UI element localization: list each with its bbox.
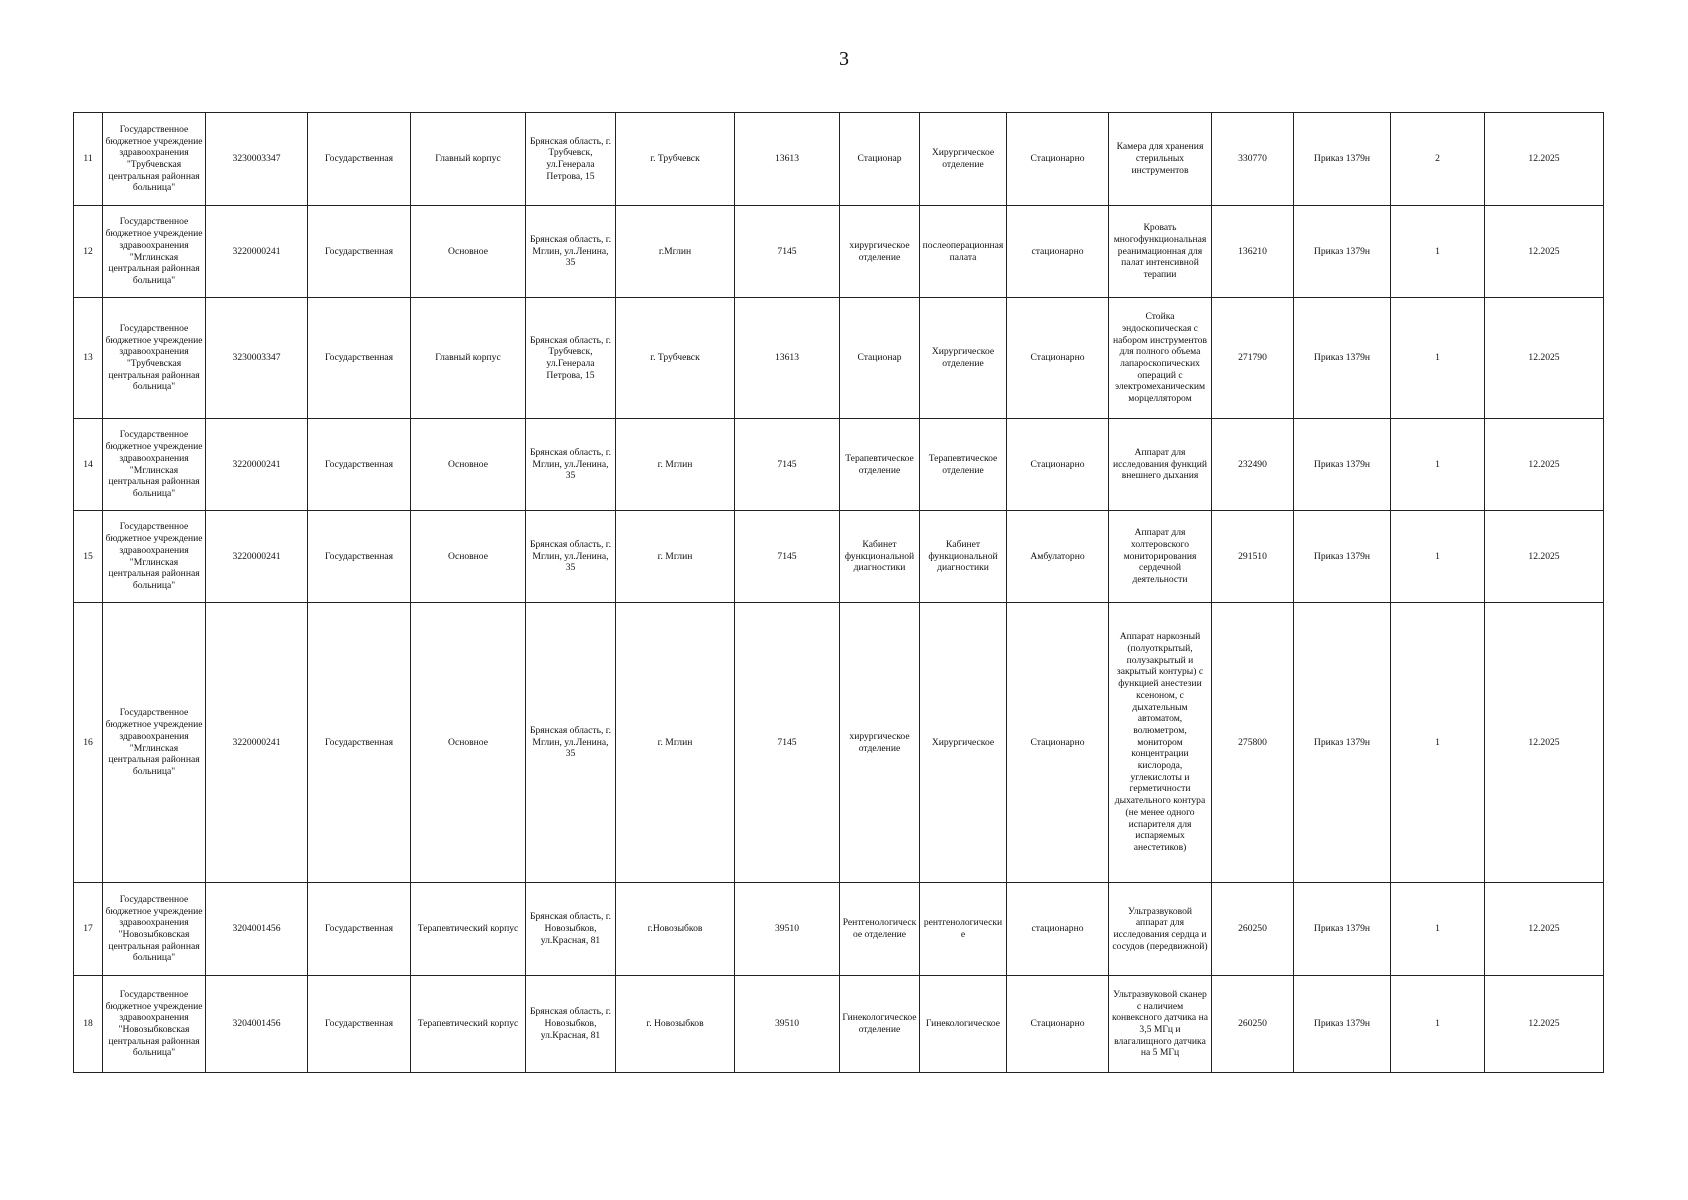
care-mode: Стационарно (1007, 298, 1109, 419)
equipment-code: 275800 (1212, 603, 1294, 883)
equipment-name: Стойка эндоскопическая с набором инструментов для полного объема лапароскопических операций с электромеханическим морцеллятором (1109, 298, 1212, 419)
delivery-date: 12.2025 (1485, 883, 1604, 976)
equipment-code: 271790 (1212, 298, 1294, 419)
building-name: Главный корпус (411, 298, 526, 419)
organization-name: Государственное бюджетное учреждение здравоохранения "Новозыбковская центральная районная больница" (103, 883, 206, 976)
building-name: Терапевтический корпус (411, 883, 526, 976)
organization-name: Государственное бюджетное учреждение здравоохранения "Мглинская центральная районная больница" (103, 511, 206, 603)
department-name: Хирургическое (920, 603, 1007, 883)
settlement-code: 7145 (735, 419, 840, 511)
table-row (74, 883, 1604, 976)
equipment-name: Ультразвуковой сканер с наличием конвексного датчика на 3,5 МГц и влагалищного датчика на 5 МГц (1109, 976, 1212, 1073)
organization-name: Государственное бюджетное учреждение здравоохранения "Мглинская центральная районная больница" (103, 603, 206, 883)
equipment-name: Кровать многофункциональная реанимационная для палат интенсивной терапии (1109, 206, 1212, 298)
care-mode: Стационарно (1007, 976, 1109, 1073)
delivery-date: 12.2025 (1485, 113, 1604, 206)
facility-address: Брянская область, г. Новозыбков, ул.Красная, 81 (526, 883, 616, 976)
equipment-quantity: 1 (1391, 883, 1485, 976)
row-number: 13 (74, 298, 103, 419)
facility-address: Брянская область, г. Трубчевск, ул.Генерала Петрова, 15 (526, 298, 616, 419)
equipment-registry-table (73, 112, 1604, 1073)
organization-inn: 3220000241 (206, 206, 308, 298)
building-name: Терапевтический корпус (411, 976, 526, 1073)
ownership-form: Государственная (308, 603, 411, 883)
equipment-name: Ультразвуковой аппарат для исследования сердца и сосудов (передвижной) (1109, 883, 1212, 976)
organization-name: Государственное бюджетное учреждение здравоохранения "Мглинская центральная районная больница" (103, 206, 206, 298)
equipment-quantity: 1 (1391, 419, 1485, 511)
department-name: Хирургическое отделение (920, 298, 1007, 419)
equipment-quantity: 2 (1391, 113, 1485, 206)
city-name: г. Мглин (616, 419, 735, 511)
equipment-code: 291510 (1212, 511, 1294, 603)
care-mode: Стационарно (1007, 113, 1109, 206)
ownership-form: Государственная (308, 976, 411, 1073)
equipment-name: Аппарат для исследования функций внешнего дыхания (1109, 419, 1212, 511)
city-name: г. Мглин (616, 511, 735, 603)
equipment-quantity: 1 (1391, 976, 1485, 1073)
building-name: Основное (411, 419, 526, 511)
building-name: Основное (411, 511, 526, 603)
city-name: г. Новозыбков (616, 976, 735, 1073)
equipment-name: Камера для хранения стерильных инструментов (1109, 113, 1212, 206)
facility-address: Брянская область, г. Трубчевск, ул.Генерала Петрова, 15 (526, 113, 616, 206)
table-row (74, 511, 1604, 603)
care-mode: Амбулаторно (1007, 511, 1109, 603)
organization-inn: 3230003347 (206, 298, 308, 419)
table-row (74, 113, 1604, 206)
delivery-date: 12.2025 (1485, 511, 1604, 603)
table-row (74, 298, 1604, 419)
settlement-code: 7145 (735, 603, 840, 883)
order-reference: Приказ 1379н (1294, 298, 1391, 419)
ownership-form: Государственная (308, 298, 411, 419)
department-name: Гинекологическое (920, 976, 1007, 1073)
city-name: г. Трубчевск (616, 113, 735, 206)
organization-inn: 3220000241 (206, 603, 308, 883)
department-name: рентгенологические (920, 883, 1007, 976)
delivery-date: 12.2025 (1485, 976, 1604, 1073)
order-reference: Приказ 1379н (1294, 976, 1391, 1073)
equipment-code: 232490 (1212, 419, 1294, 511)
care-mode: стационарно (1007, 883, 1109, 976)
equipment-code: 330770 (1212, 113, 1294, 206)
order-reference: Приказ 1379н (1294, 419, 1391, 511)
equipment-code: 260250 (1212, 976, 1294, 1073)
row-number: 17 (74, 883, 103, 976)
order-reference: Приказ 1379н (1294, 883, 1391, 976)
order-reference: Приказ 1379н (1294, 113, 1391, 206)
department-name: Терапевтическое отделение (920, 419, 1007, 511)
structural-unit: Стационар (840, 113, 920, 206)
city-name: г.Новозыбков (616, 883, 735, 976)
structural-unit: Гинекологическое отделение (840, 976, 920, 1073)
table-body (74, 113, 1604, 1073)
department-name: Кабинет функциональной диагностики (920, 511, 1007, 603)
row-number: 15 (74, 511, 103, 603)
care-mode: Стационарно (1007, 603, 1109, 883)
organization-name: Государственное бюджетное учреждение здравоохранения "Трубчевская центральная районная больница" (103, 298, 206, 419)
city-name: г. Трубчевск (616, 298, 735, 419)
care-mode: Стационарно (1007, 419, 1109, 511)
structural-unit: Стационар (840, 298, 920, 419)
facility-address: Брянская область, г. Новозыбков, ул.Красная, 81 (526, 976, 616, 1073)
ownership-form: Государственная (308, 883, 411, 976)
equipment-quantity: 1 (1391, 603, 1485, 883)
ownership-form: Государственная (308, 419, 411, 511)
equipment-quantity: 1 (1391, 206, 1485, 298)
facility-address: Брянская область, г. Мглин, ул.Ленина, 35 (526, 419, 616, 511)
delivery-date: 12.2025 (1485, 206, 1604, 298)
page-number: 3 (839, 48, 849, 70)
table-row (74, 206, 1604, 298)
organization-inn: 3204001456 (206, 976, 308, 1073)
settlement-code: 39510 (735, 883, 840, 976)
row-number: 14 (74, 419, 103, 511)
delivery-date: 12.2025 (1485, 419, 1604, 511)
settlement-code: 39510 (735, 976, 840, 1073)
equipment-name: Аппарат наркозный (полуоткрытый, полузакрытый и закрытый контуры) с функцией анестезии ксеноном, с дыхательным автоматом, волюметром, монитором концентрации кислорода, углекислоты и герметичности дыхательного контура (не менее одного испарителя для испаряемых анестетиков) (1109, 603, 1212, 883)
organization-inn: 3204001456 (206, 883, 308, 976)
row-number: 18 (74, 976, 103, 1073)
settlement-code: 13613 (735, 113, 840, 206)
building-name: Основное (411, 603, 526, 883)
settlement-code: 7145 (735, 206, 840, 298)
order-reference: Приказ 1379н (1294, 511, 1391, 603)
equipment-code: 136210 (1212, 206, 1294, 298)
organization-inn: 3220000241 (206, 419, 308, 511)
equipment-quantity: 1 (1391, 298, 1485, 419)
care-mode: стационарно (1007, 206, 1109, 298)
department-name: Хирургическое отделение (920, 113, 1007, 206)
city-name: г.Мглин (616, 206, 735, 298)
structural-unit: хирургическое отделение (840, 206, 920, 298)
structural-unit: хирургическое отделение (840, 603, 920, 883)
equipment-name: Аппарат для холтеровского мониторирования сердечной деятельности (1109, 511, 1212, 603)
organization-name: Государственное бюджетное учреждение здравоохранения "Мглинская центральная районная больница" (103, 419, 206, 511)
structural-unit: Терапевтическое отделение (840, 419, 920, 511)
order-reference: Приказ 1379н (1294, 603, 1391, 883)
structural-unit: Рентгенологическое отделение (840, 883, 920, 976)
row-number: 16 (74, 603, 103, 883)
order-reference: Приказ 1379н (1294, 206, 1391, 298)
facility-address: Брянская область, г. Мглин, ул.Ленина, 35 (526, 511, 616, 603)
delivery-date: 12.2025 (1485, 603, 1604, 883)
settlement-code: 7145 (735, 511, 840, 603)
ownership-form: Государственная (308, 511, 411, 603)
facility-address: Брянская область, г. Мглин, ул.Ленина, 35 (526, 206, 616, 298)
building-name: Основное (411, 206, 526, 298)
facility-address: Брянская область, г. Мглин, ул.Ленина, 35 (526, 603, 616, 883)
ownership-form: Государственная (308, 113, 411, 206)
row-number: 11 (74, 113, 103, 206)
equipment-code: 260250 (1212, 883, 1294, 976)
organization-inn: 3230003347 (206, 113, 308, 206)
row-number: 12 (74, 206, 103, 298)
table-row (74, 419, 1604, 511)
organization-name: Государственное бюджетное учреждение здравоохранения "Трубчевская центральная районная больница" (103, 113, 206, 206)
delivery-date: 12.2025 (1485, 298, 1604, 419)
ownership-form: Государственная (308, 206, 411, 298)
equipment-quantity: 1 (1391, 511, 1485, 603)
city-name: г. Мглин (616, 603, 735, 883)
structural-unit: Кабинет функциональной диагностики (840, 511, 920, 603)
table-row (74, 603, 1604, 883)
organization-name: Государственное бюджетное учреждение здравоохранения "Новозыбковская центральная районная больница" (103, 976, 206, 1073)
settlement-code: 13613 (735, 298, 840, 419)
table-row (74, 976, 1604, 1073)
building-name: Главный корпус (411, 113, 526, 206)
department-name: послеоперационная палата (920, 206, 1007, 298)
organization-inn: 3220000241 (206, 511, 308, 603)
